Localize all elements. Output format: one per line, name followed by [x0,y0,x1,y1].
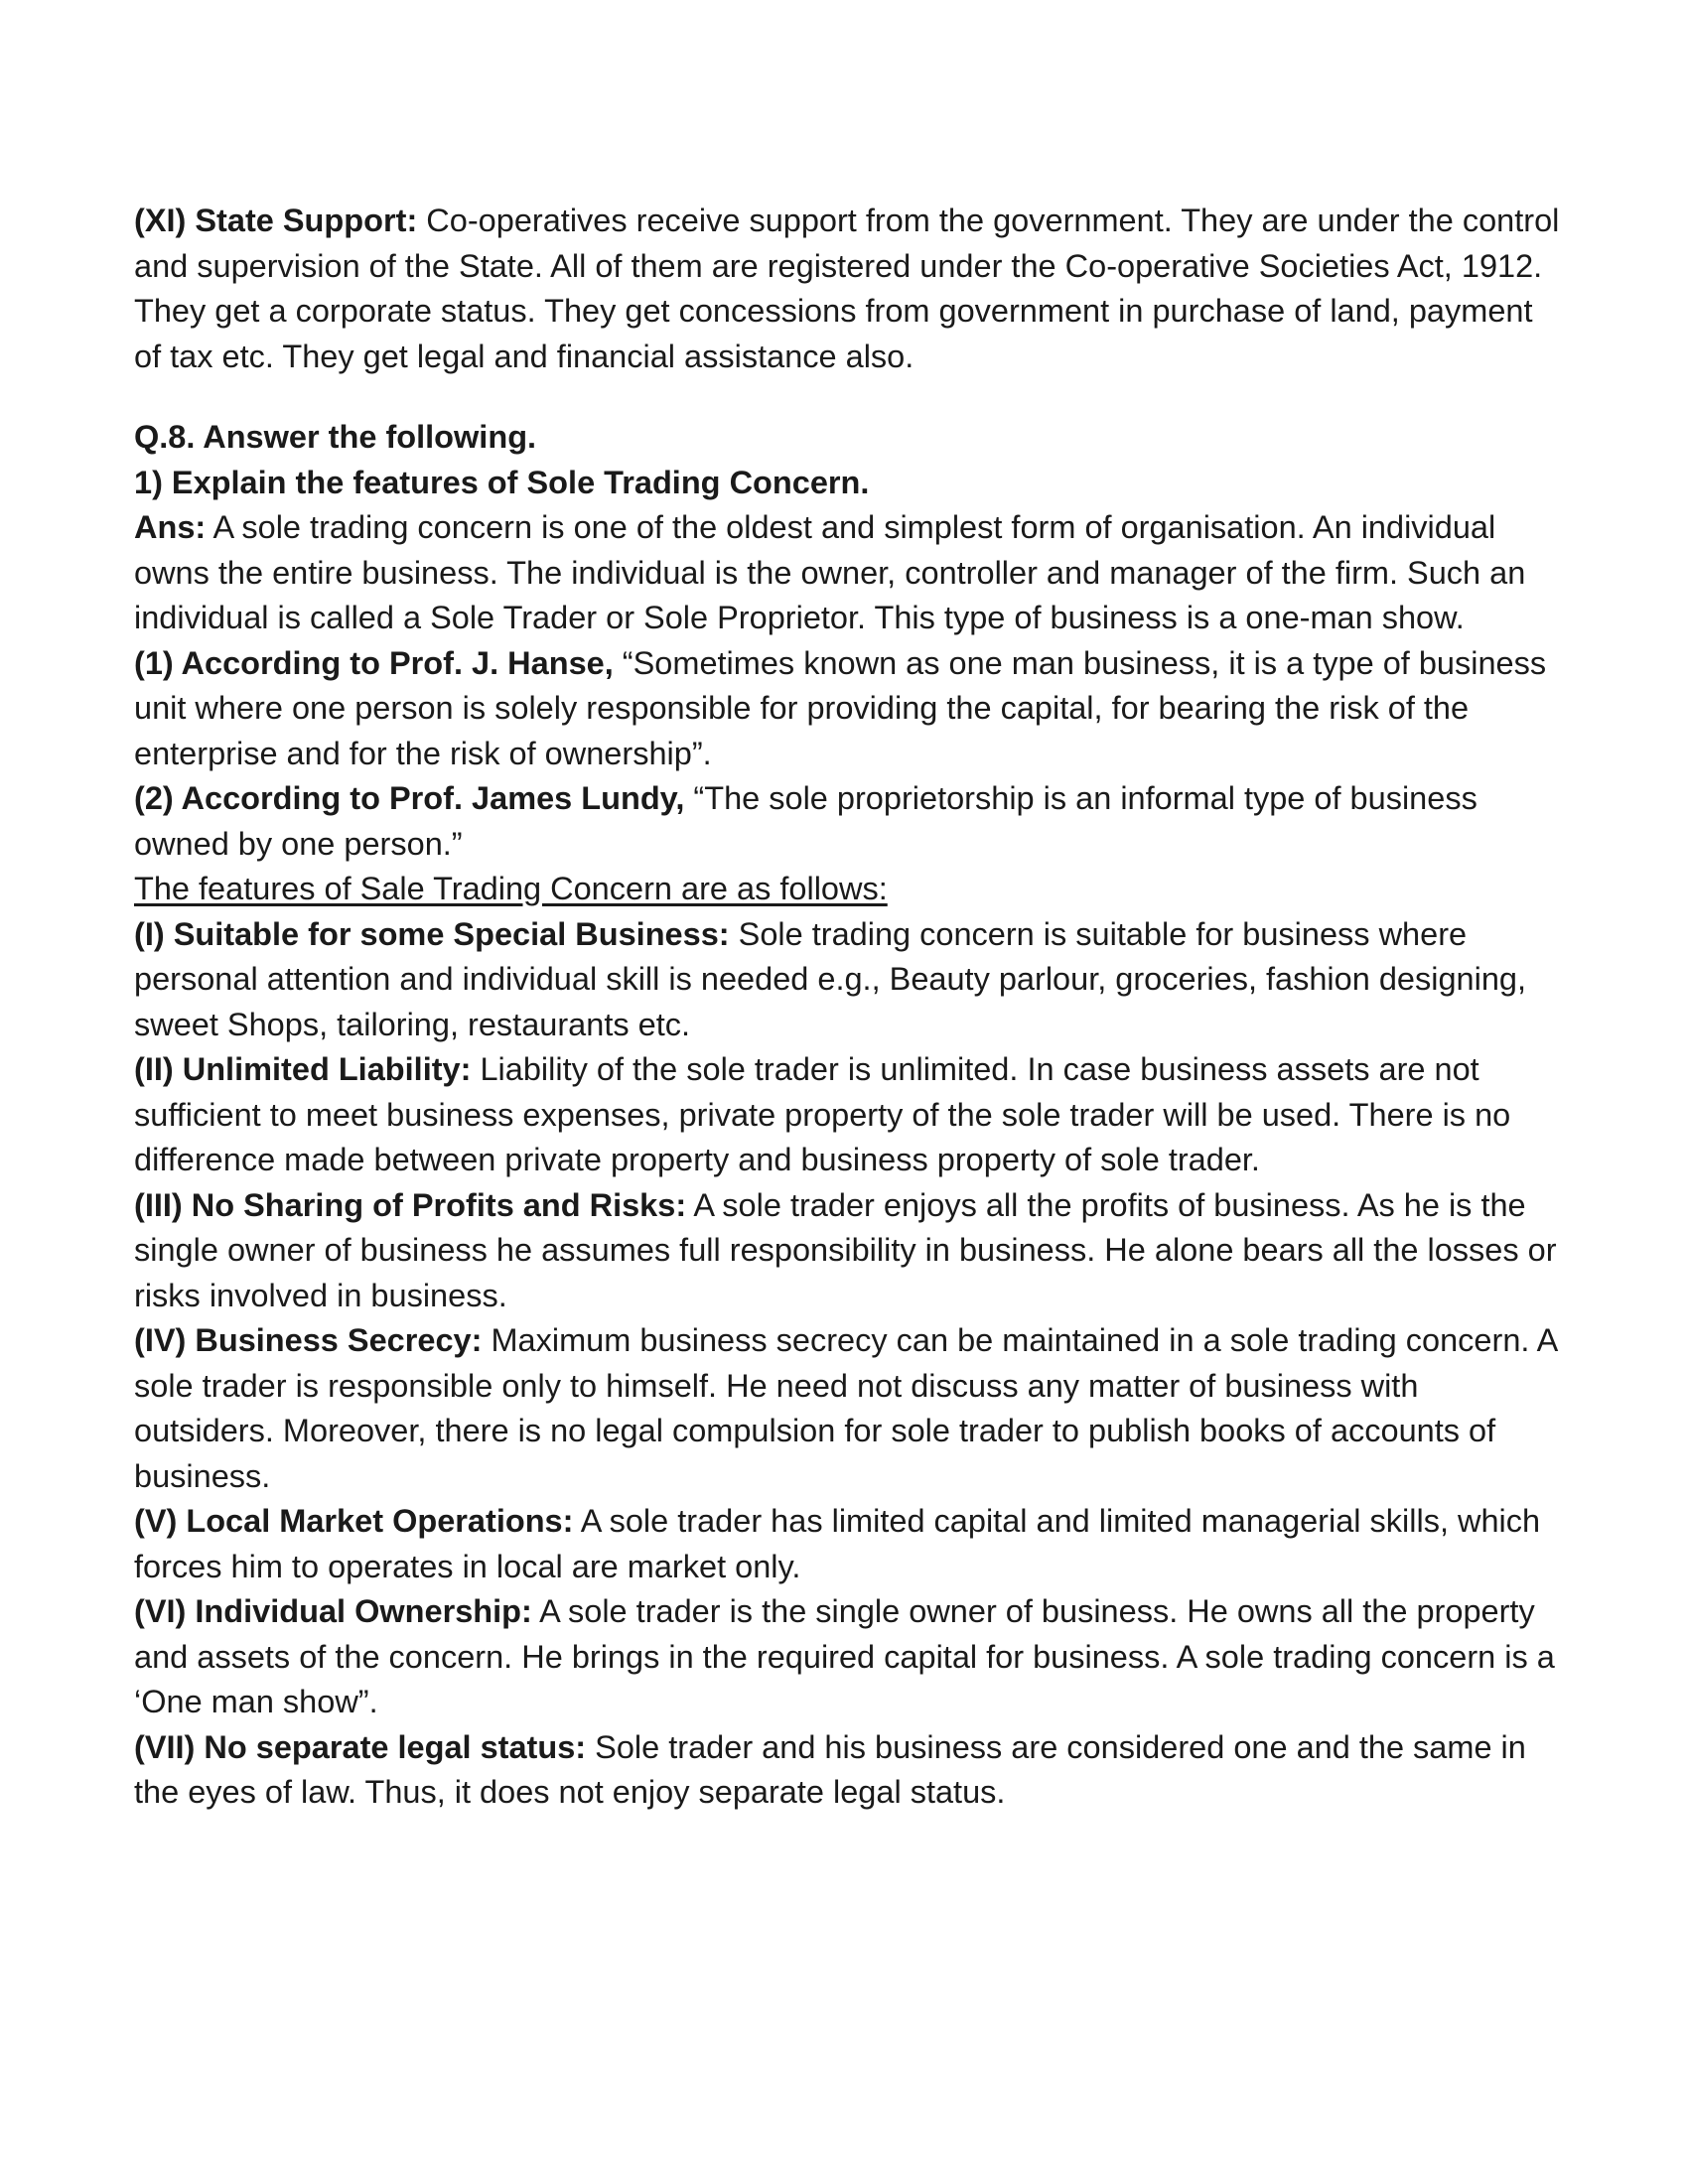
feature-text: Liability of the sole trader is unlimited. In case business assets are not sufficient to meet business expenses, private property of the sole trader will be used. There is no difference made between private property and business property of sole trader. [134,1051,1511,1177]
feature-label: (V) Local Market Operations: [134,1503,574,1539]
definition-hanse [134,641,1564,777]
feature-label: (I) Suitable for some Special Business: [134,915,730,952]
paragraph-gap [134,379,1564,415]
answer-text: A sole trading concern is one of the oldest and simplest form of organisation. An individual owns the entire business. The individual is the owner, controller and manager of the firm. Such an individual is called a Sole Trader or Sole Proprietor. This type of business is a one-man show. [134,509,1526,635]
features-intro: The features of Sale Trading Concern are as follows: [134,871,888,906]
feature-label: (III) No Sharing of Profits and Risks: [134,1186,687,1223]
feature-label: (II) Unlimited Liability: [134,1051,472,1087]
feature-local-market [134,1499,1564,1589]
definition-label: (2) According to Prof. James Lundy, [134,780,685,816]
answer-intro [134,505,1564,641]
feature-text: Sole trader and his business are considered one and the same in the eyes of law. Thus, it does not enjoy separate legal status. [134,1728,1526,1810]
feature-individual-ownership [134,1589,1564,1725]
feature-text: Maximum business secrecy can be maintained in a sole trading concern. A sole trader is responsible only to himself. He need not discuss any matter of business with outsiders. Moreover, there is no legal compulsion for sole trader to publish books of accounts of business. [134,1322,1557,1494]
feature-text: Sole trading concern is suitable for business where personal attention and individual skill is needed e.g., Beauty parlour, groceries, fashion designing, sweet Shops, tailoring, restaurants etc. [134,915,1527,1042]
section-state-support [134,199,1564,379]
section-label: (XI) State Support: [134,203,418,238]
feature-unlimited-liability [134,1047,1564,1183]
definition-label: (1) According to Prof. J. Hanse, [134,644,614,681]
feature-text: A sole trader has limited capital and limited managerial skills, which forces him to operates in local are market only. [134,1503,1541,1584]
feature-special-business [134,912,1564,1048]
feature-label: (VII) No separate legal status: [134,1728,587,1765]
question-heading: Q.8. Answer the following. [134,419,537,455]
question-subheading: 1) Explain the features of Sole Trading Concern. [134,464,870,500]
feature-no-sharing [134,1183,1564,1319]
feature-label: (VI) Individual Ownership: [134,1593,532,1629]
feature-label: (IV) Business Secrecy: [134,1322,483,1358]
feature-no-legal-status [134,1725,1564,1816]
definition-lundy [134,776,1564,867]
feature-text: A sole trader is the single owner of business. He owns all the property and assets of the concern. He brings in the required capital for business. A sole trading concern is a ‘One man show”. [134,1593,1555,1719]
feature-text: A sole trader enjoys all the profits of business. As he is the single owner of business he assumes full responsibility in business. He alone bears all the losses or risks involved in business. [134,1186,1557,1313]
section-text: Co-operatives receive support from the government. They are under the control and supervision of the State. All of them are registered under the Co-operative Societies Act, 1912. They get a corporate status. They get concessions from government in purchase of land, payment of tax etc. They get legal and financial assistance also. [134,203,1560,374]
definition-text: “The sole proprietorship is an informal type of business owned by one person.” [134,780,1477,862]
answer-label: Ans: [134,509,207,545]
definition-text: “Sometimes known as one man business, it is a type of business unit where one person is solely responsible for providing the capital, for bearing the risk of the enterprise and for the risk of ownership”. [134,644,1547,771]
document-page [134,199,1564,1816]
feature-business-secrecy [134,1318,1564,1499]
